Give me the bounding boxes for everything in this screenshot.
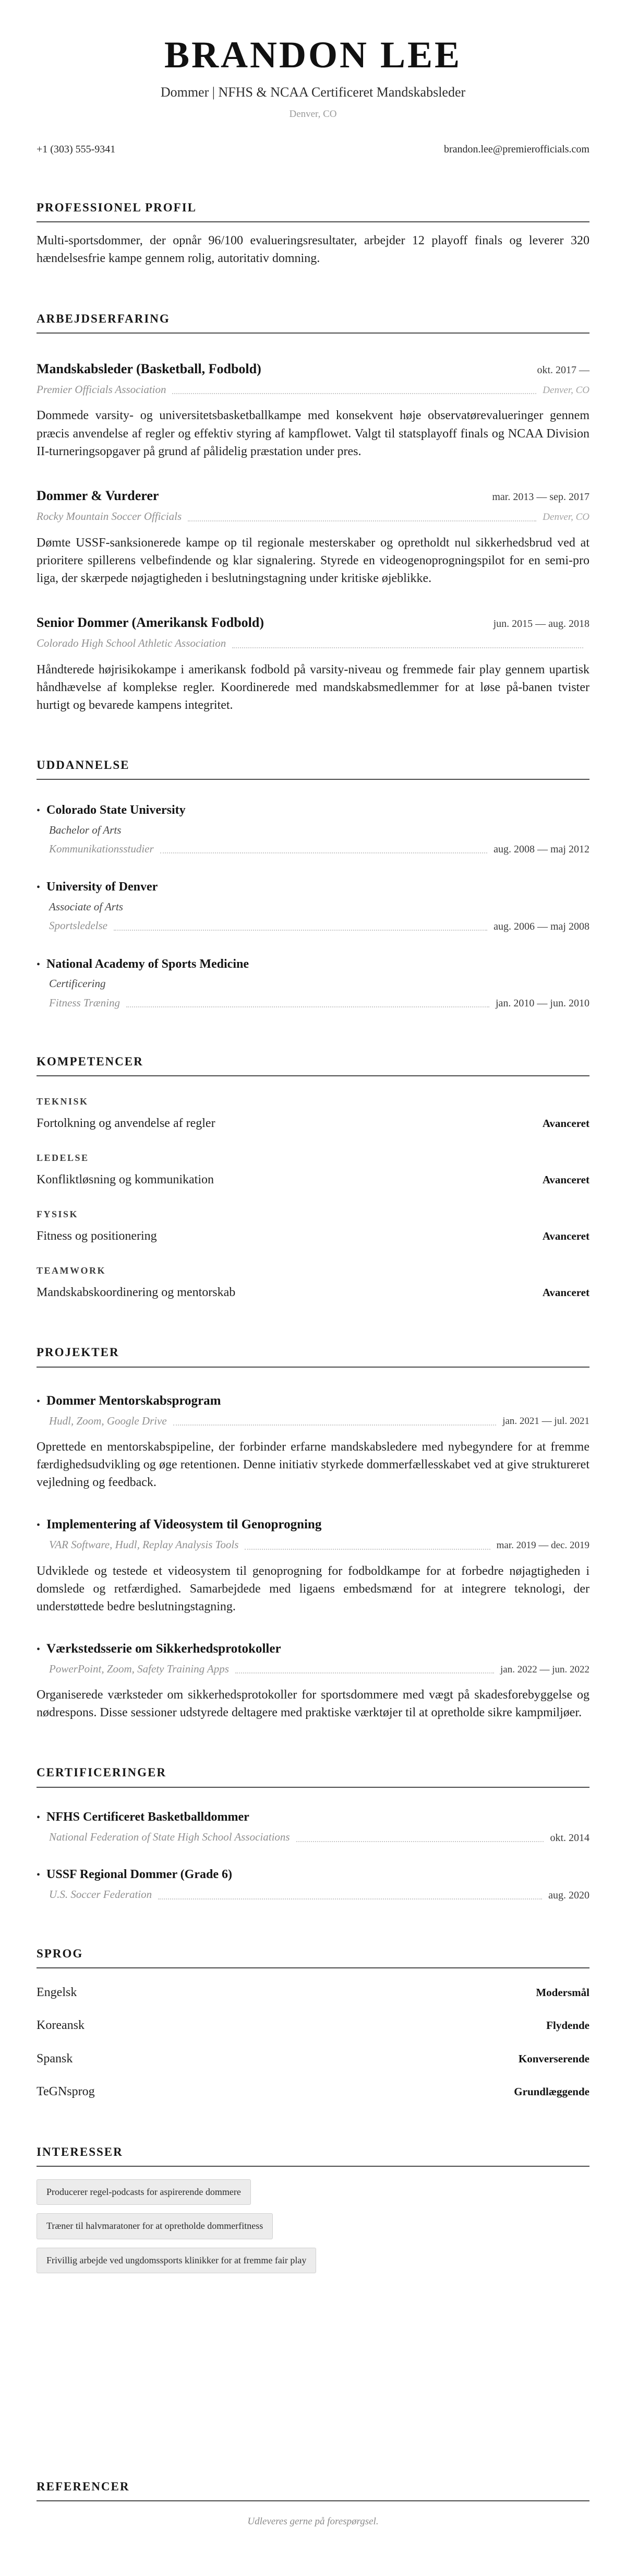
job-description: Dømte USSF-sanksionerede kampe op til regionale mesterskaber og opretholdt nul sikkerhedsbrud ved at prioritere spillerens velbefindende og klar signalering. Styrede en videogenoprogningspilot for en semi-pro liga, der skærpede nøjagtigheden i beslutningstagning under kritiske øjeblikke. (37, 536, 589, 585)
section-title-profile: PROFESSIONEL PROFIL (37, 199, 589, 222)
education-dates: aug. 2006 — maj 2008 (493, 920, 589, 932)
skill-level: Avanceret (542, 1117, 589, 1130)
job-dates: jun. 2015 — aug. 2018 (493, 618, 589, 630)
language-level: Konverserende (518, 2052, 589, 2065)
section-title-interests: INTERESSER (37, 2144, 589, 2167)
section-languages (37, 1945, 589, 2102)
skill-level: Avanceret (542, 1286, 589, 1299)
language-name: Engelsk (37, 1985, 77, 1999)
skill-name: Konfliktløsning og kommunikation (37, 1173, 214, 1187)
experience-entry (37, 613, 589, 714)
dotted-leader (235, 1672, 494, 1673)
project-entry-head (37, 1392, 589, 1410)
education-entry-head (37, 802, 589, 820)
skill-group (37, 1264, 589, 1302)
certification-entry (37, 1809, 589, 1845)
interest-chip: Frivillig arbejde ved ungdomssports klinikker for at fremme fair play (37, 2248, 316, 2273)
degree-name: Associate of Arts (49, 900, 123, 913)
skill-group (37, 1152, 589, 1189)
field-of-study: Sportsledelse (49, 919, 107, 932)
degree-name: Bachelor of Arts (49, 823, 122, 836)
resume-page (37, 34, 589, 2527)
dotted-leader (158, 1898, 542, 1900)
job-dates: mar. 2013 — sep. 2017 (492, 491, 589, 503)
candidate-name: BRANDON LEE (164, 34, 462, 76)
section-skills (37, 1053, 589, 1301)
experience-entry-subline (37, 636, 589, 651)
dotted-leader (188, 520, 536, 521)
language-level: Grundlæggende (514, 2085, 589, 2098)
skill-group (37, 1208, 589, 1245)
project-dates: jan. 2022 — jun. 2022 (500, 1664, 589, 1675)
project-dates: jan. 2021 — jul. 2021 (502, 1416, 589, 1427)
job-dates: okt. 2017 — (537, 364, 589, 376)
skill-category: TEAMWORK (37, 1265, 106, 1276)
school-name: • Colorado State University (46, 803, 186, 817)
section-title-projects: PROJEKTER (37, 1344, 589, 1367)
language-row (37, 1984, 589, 2002)
company-name: Premier Officials Association (37, 383, 166, 396)
language-level: Flydende (546, 2019, 589, 2032)
interest-chip: Producerer regel-podcasts for aspirerende dommere (37, 2179, 251, 2205)
job-title: Dommer & Vurderer (37, 488, 159, 503)
section-title-references: REFERENCER (37, 2478, 589, 2501)
school-name: • University of Denver (46, 880, 158, 894)
skill-row (37, 1284, 589, 1302)
project-name: • Dommer Mentorskabsprogram (46, 1393, 221, 1408)
skill-group (37, 1095, 589, 1133)
section-certifications (37, 1764, 589, 1902)
interest-chip: Træner til halvmaratoner for at opretholde dommerfitness (37, 2213, 273, 2239)
education-entry-subline (37, 995, 589, 1011)
certification-issuer: U.S. Soccer Federation (49, 1888, 152, 1901)
job-description: Håndterede højrisikokampe i amerikansk fodbold på varsity-niveau og fremmede fair play gennem upartisk håndhævelse af komplekse regler. Koordinerede med mandskabsmedlemmer for at løse på-banen tvister hurtigt og bevarede kampens integritet. (37, 662, 589, 712)
experience-entry (37, 486, 589, 587)
company-name: Colorado High School Athletic Association (37, 637, 226, 650)
certification-entry (37, 1866, 589, 1903)
education-entry (37, 802, 589, 857)
language-name: TeGNsprog (37, 2085, 95, 2099)
education-entry-subline (37, 841, 589, 857)
skill-name: Fortolkning og anvendelse af regler (37, 1117, 215, 1131)
experience-entry-head (37, 486, 589, 505)
certification-entry-subline (37, 1887, 589, 1902)
project-name: • Værkstedsserie om Sikkerhedsprotokoller (46, 1641, 281, 1656)
skill-category: TEKNISK (37, 1096, 89, 1107)
interest-list (37, 2179, 589, 2282)
skill-row (37, 1115, 589, 1133)
section-experience (37, 311, 589, 714)
project-entry-head (37, 1515, 589, 1534)
candidate-headline: Dommer | NFHS & NCAA Certificeret Mandskabsleder (160, 85, 466, 100)
company-location: Denver, CO (543, 384, 589, 396)
project-description: Udviklede og testede et videosystem til genoprogning for fodboldkampe for at forbedre nøjagtigheden i domslede og retfærdighed. Samarbejdede med ligaens embedsmænd for at integrere teknologi, der understøttede bedre beslutningstagning. (37, 1564, 589, 1613)
job-title: Mandskabsleder (Basketball, Fodbold) (37, 361, 261, 376)
section-title-certifications: CERTIFICERINGER (37, 1764, 589, 1787)
dotted-leader (126, 1006, 489, 1007)
dotted-leader (245, 1549, 490, 1550)
education-dates: aug. 2008 — maj 2012 (493, 844, 589, 856)
project-entry (37, 1640, 589, 1722)
certification-entry-head (37, 1866, 589, 1884)
dotted-leader (172, 393, 536, 394)
section-title-skills: KOMPETENCER (37, 1053, 589, 1076)
field-of-study: Fitness Træning (49, 996, 120, 1009)
dotted-leader (160, 852, 487, 853)
skill-name: Fitness og positionering (37, 1229, 157, 1243)
dotted-leader (173, 1424, 496, 1426)
contact-row (37, 142, 589, 157)
language-name: Koreansk (37, 2019, 85, 2033)
project-entry-subline (37, 1661, 589, 1677)
project-tools: PowerPoint, Zoom, Safety Training Apps (49, 1662, 229, 1675)
section-projects (37, 1344, 589, 1722)
section-education (37, 757, 589, 1011)
skill-row (37, 1228, 589, 1245)
section-title-education: UDDANNELSE (37, 757, 589, 780)
skill-category: FYSISK (37, 1208, 79, 1219)
project-entry-subline (37, 1537, 589, 1552)
project-description: Organiserede værksteder om sikkerhedsprotokoller for sportsdommere med vægt på skadesforebyggelse og nødrespons. Disse sessioner udstyrede deltagere med praktiske værktøjer til at opretholde sikre kampmiljøer. (37, 1688, 589, 1720)
certification-name: • USSF Regional Dommer (Grade 6) (46, 1867, 232, 1881)
language-row (37, 2083, 589, 2101)
education-entry-head (37, 879, 589, 896)
skill-name: Mandskabskoordinering og mentorskab (37, 1285, 236, 1299)
experience-entry (37, 360, 589, 460)
section-references (37, 2478, 589, 2539)
email-address: brandon.lee@premierofficials.com (443, 144, 589, 156)
section-title-languages: SPROG (37, 1945, 589, 1968)
field-of-study: Kommunikationsstudier (49, 842, 154, 855)
experience-entry-subline (37, 382, 589, 397)
skill-category: LEDELSE (37, 1153, 89, 1164)
certification-name: • NFHS Certificeret Basketballdommer (46, 1810, 249, 1824)
experience-entry-head (37, 613, 589, 632)
dotted-leader (232, 647, 583, 648)
resume-header (37, 34, 589, 157)
project-tools: VAR Software, Hudl, Replay Analysis Tools (49, 1538, 239, 1551)
dotted-leader (114, 930, 487, 931)
project-entry (37, 1392, 589, 1492)
certification-date: aug. 2020 (548, 1889, 589, 1901)
references-note: Udleveres gerne på forespørgsel. (247, 2516, 379, 2527)
dotted-leader (296, 1841, 544, 1842)
language-row (37, 2050, 589, 2068)
skill-row (37, 1171, 589, 1189)
candidate-location: Denver, CO (289, 108, 337, 120)
section-profile (37, 199, 589, 267)
project-entry-subline (37, 1414, 589, 1429)
certification-issuer: National Federation of State High School Associations (49, 1831, 290, 1844)
section-title-experience: ARBEJDSERFARING (37, 311, 589, 334)
education-entry (37, 956, 589, 1011)
experience-entry-subline (37, 509, 589, 524)
project-dates: mar. 2019 — dec. 2019 (496, 1539, 589, 1551)
job-description: Dommede varsity- og universitetsbasketballkampe med konsekvent høje observatørevalueringer gennem præcis anvendelse af regler og effektiv styring af kampflowet. Valgt til statsplayoff finals og NCAA Division II-turneringsopgaver på grund af pålidelig præstation under pres. (37, 409, 589, 458)
skill-level: Avanceret (542, 1230, 589, 1242)
skill-level: Avanceret (542, 1173, 589, 1186)
company-name: Rocky Mountain Soccer Officials (37, 510, 182, 523)
experience-entry-head (37, 360, 589, 378)
school-name: • National Academy of Sports Medicine (46, 957, 249, 971)
language-level: Modersmål (536, 1986, 589, 1999)
project-tools: Hudl, Zoom, Google Drive (49, 1414, 167, 1427)
language-row (37, 2017, 589, 2035)
project-entry-head (37, 1640, 589, 1658)
profile-summary: Multi-sportsdommer, der opnår 96/100 evalueringsresultater, arbejder 12 playoff finals og leverer 320 hændelsesfrie kampe gennem rolig, autoritativ domning. (37, 234, 589, 266)
education-entry-subline (37, 918, 589, 933)
degree-name: Certificering (49, 977, 106, 990)
language-name: Spansk (37, 2051, 73, 2065)
section-interests (37, 2144, 589, 2282)
project-name: • Implementering af Videosystem til Genoprogning (46, 1517, 322, 1532)
company-location: Denver, CO (543, 511, 589, 523)
education-entry (37, 879, 589, 933)
job-title: Senior Dommer (Amerikansk Fodbold) (37, 614, 264, 630)
certification-date: okt. 2014 (550, 1832, 589, 1844)
education-dates: jan. 2010 — jun. 2010 (496, 998, 589, 1010)
certification-entry-subline (37, 1830, 589, 1845)
certification-entry-head (37, 1809, 589, 1826)
education-entry-head (37, 956, 589, 974)
project-description: Oprettede en mentorskabspipeline, der forbinder erfarne mandskabsledere med nybegyndere for at fremme færdighedsudvikling og øge retentionen. Denne initiativ styrkede dommerfællesskabet ved at give struktureret vejledning og feedback. (37, 1440, 589, 1490)
project-entry (37, 1515, 589, 1616)
phone-number: +1 (303) 555-9341 (37, 144, 116, 156)
